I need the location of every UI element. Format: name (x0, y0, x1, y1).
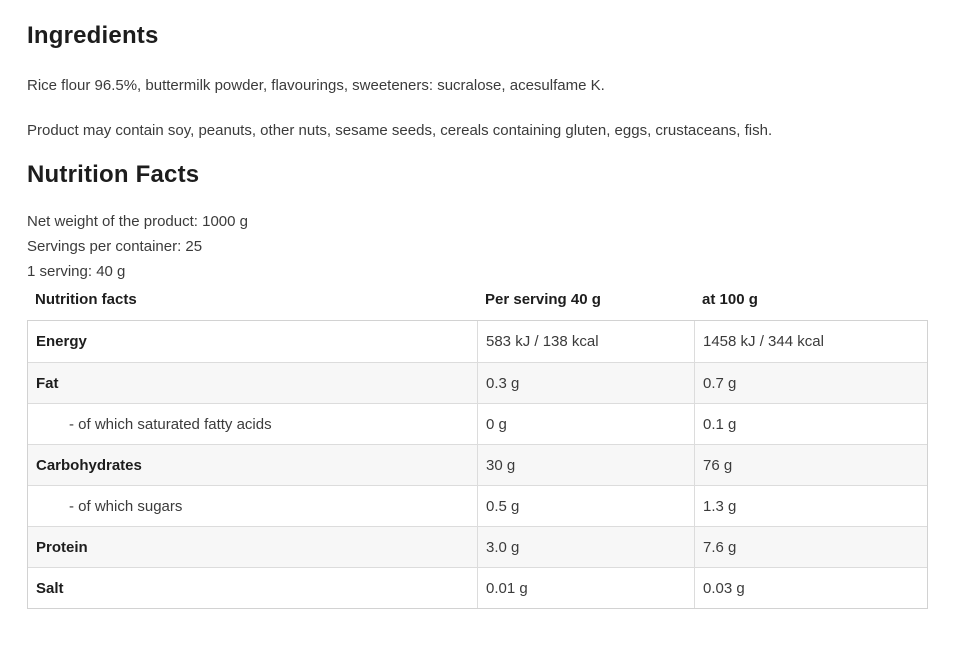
table-row (28, 567, 927, 608)
nutrition-table-body (27, 320, 928, 609)
allergen-notice: Product may contain soy, peanuts, other nuts, sesame seeds, cereals containing gluten, eggs, crustaceans, fish. (27, 122, 773, 139)
nutrient-label: Salt (36, 579, 64, 597)
table-row (28, 321, 927, 362)
ingredients-heading: Ingredients (27, 22, 159, 49)
nutrient-label: - of which saturated fatty acids (69, 415, 272, 433)
nutrient-label: Protein (36, 538, 88, 556)
per-serving-value: 0.01 g (477, 568, 694, 608)
nutrient-label: - of which sugars (69, 497, 183, 515)
per-serving-value: 0.3 g (477, 363, 694, 403)
per-serving-value: 583 kJ / 138 kcal (477, 321, 694, 362)
table-row (28, 526, 927, 567)
per-serving-value: 0 g (477, 404, 694, 444)
ingredients-description: Rice flour 96.5%, buttermilk powder, flavourings, sweeteners: sucralose, acesulfame K. (27, 77, 605, 94)
per-100g-value: 0.03 g (694, 568, 927, 608)
per-100g-value: 1458 kJ / 344 kcal (694, 321, 927, 362)
nutrition-table-header (27, 291, 928, 308)
nutrient-label: Energy (36, 333, 87, 350)
table-row (28, 362, 927, 403)
column-header-per-100g: at 100 g (702, 291, 758, 308)
column-header-nutrition-facts: Nutrition facts (35, 291, 137, 308)
per-100g-value: 0.1 g (694, 404, 927, 444)
nutrient-label: Fat (36, 374, 59, 392)
table-row (28, 444, 927, 485)
per-serving-value: 30 g (477, 445, 694, 485)
per-100g-value: 1.3 g (694, 486, 927, 526)
column-header-per-serving: Per serving 40 g (485, 291, 601, 308)
table-row (28, 403, 927, 444)
table-row (28, 485, 927, 526)
nutrition-table (27, 291, 928, 609)
serving-size-line: 1 serving: 40 g (27, 263, 126, 280)
per-serving-value: 0.5 g (477, 486, 694, 526)
per-100g-value: 0.7 g (694, 363, 927, 403)
net-weight-line: Net weight of the product: 1000 g (27, 213, 248, 230)
nutrition-facts-heading: Nutrition Facts (27, 161, 200, 188)
per-100g-value: 7.6 g (694, 527, 927, 567)
servings-per-container-line: Servings per container: 25 (27, 238, 203, 255)
per-serving-value: 3.0 g (477, 527, 694, 567)
per-100g-value: 76 g (694, 445, 927, 485)
nutrient-label: Carbohydrates (36, 456, 142, 474)
